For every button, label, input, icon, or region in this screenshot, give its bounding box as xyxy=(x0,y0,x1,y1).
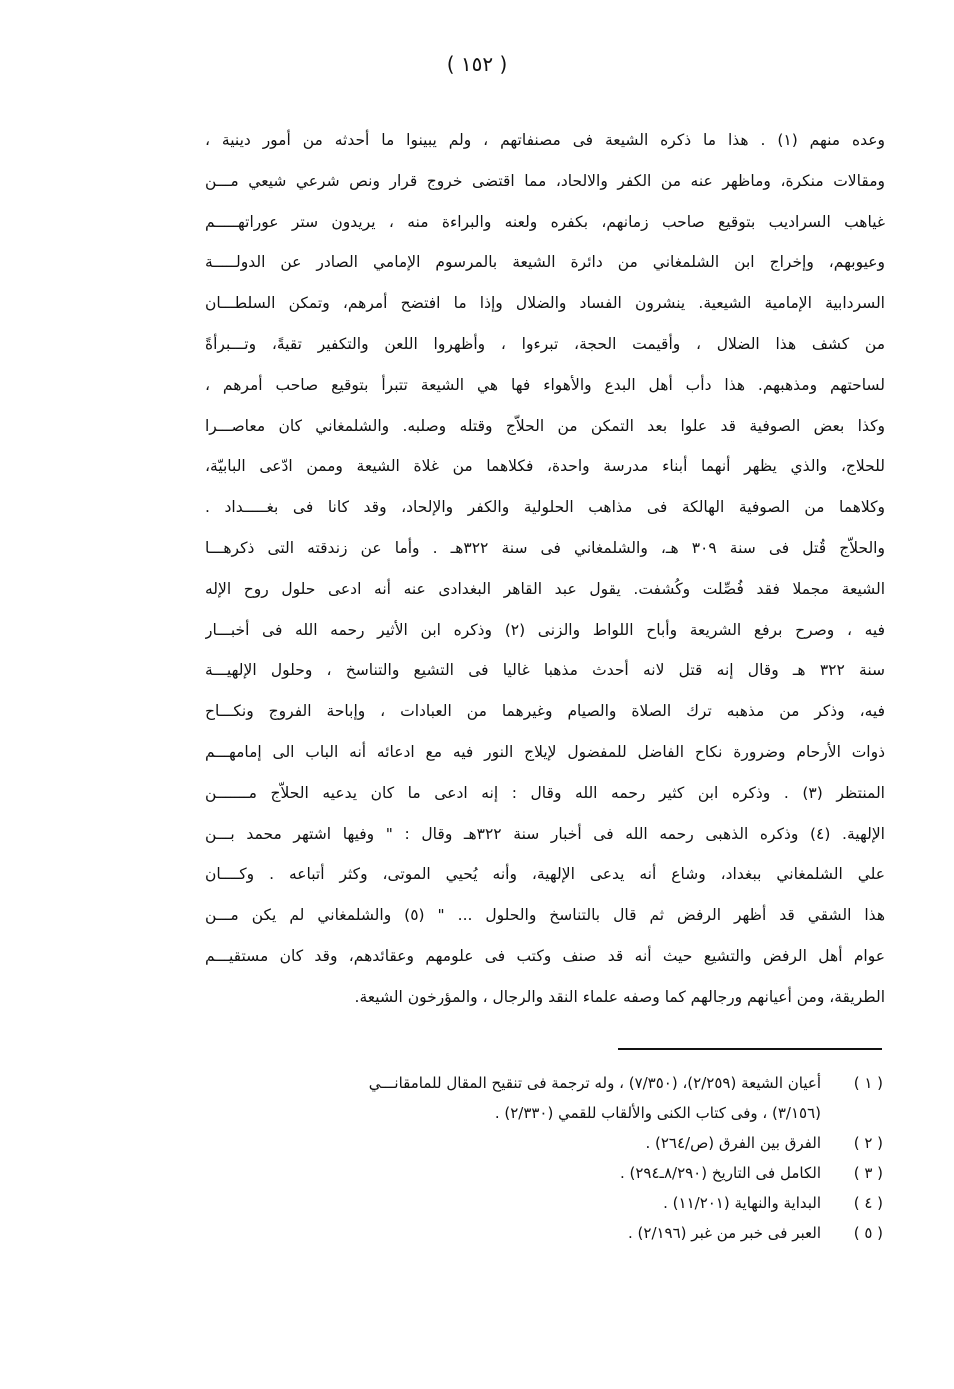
footnote-text xyxy=(220,1068,821,1128)
body-line: السردابية الإمامية الشيعية. ينشرون الفساد والضلال وإذا ما افتضح أمرهم، وتمكن السلطـــان xyxy=(205,294,885,313)
body-line: سنة ٣٢٢ هـ وقال إنه قتل لانه أحدث مذهبا غاليا فى التشيع والتناسخ ، وحلول الإلهيـــة xyxy=(205,661,885,680)
footnote-number: ( ٣ ) xyxy=(853,1164,883,1182)
body-line: عوام أهل الرفض والتشيع حيث أنه قد صنف وكتب فى علومهم وعقائدهم، وقد كان مستقيـــم xyxy=(205,946,885,965)
body-line: الشيعة مجملا فقد فُصِّلت وكُشفت. يقول عبد القاهر البغدادى عنه أنه ادعى حلول روح الإله xyxy=(205,579,885,598)
footnote-line: أعيان الشيعة (٢/٢٥٩)، (٧/٣٥٠) ، وله ترجمة فى تنقيح المقال للمامقانـــي xyxy=(368,1074,821,1092)
footnote-number: ( ١ ) xyxy=(853,1074,883,1092)
footnote-text xyxy=(220,1188,821,1218)
footnote-text xyxy=(220,1158,821,1188)
footnote-text xyxy=(220,1218,821,1248)
footnote-number: ( ٤ ) xyxy=(853,1194,883,1212)
body-line: هذا الشقي قد أظهر الرفض ثم قال بالتناسخ والحلول ... " (٥) والشلمغاني لم يكن مـــن xyxy=(205,906,885,925)
body-line: وكلاهما من الصوفية الهالكة فى مذاهب الحلولية والكفر والإلحاد، وقد كانا فى بغـــــداد . xyxy=(205,498,885,517)
body-line: علي الشلمغاني ببغداد، وشاع أنه يدعى الإلهية، وأنه يُحيي الموتى، وكثر أتباعه . وكــــان xyxy=(205,865,885,884)
footnote-line: الفرق بين الفرق (ص/٢٦٤) . xyxy=(645,1134,821,1152)
footnote-number: ( ٥ ) xyxy=(853,1224,883,1242)
footnote-line: العبر فى خبر من غبر (٢/١٩٦) . xyxy=(628,1224,821,1242)
body-line: الطريقة، ومن أعيانهم ورجالهم كما وصفه علماء النقد والرجال ، والمؤرخون الشيعة. xyxy=(354,987,885,1006)
body-text xyxy=(205,120,885,1018)
body-line: غياهب السراديب بتوقيع صاحب زمانهم، بكفره ولعنه والبراءة منه ، يريدون ستر عوراتهـــــم xyxy=(205,212,885,231)
footnote xyxy=(220,1158,885,1188)
body-line: ذوات الأرحام وضرورة نكاح الفاضل للمفضول لإيلاج النور فيه مع ادعائه أنه الباب الى إمامهـــم xyxy=(205,742,885,761)
body-line: للحلاج، والذي يظهر أنهما أبناء مدرسة واحدة، فكلاهما من غلاة الشيعة وممن ادّعى البابيّة، xyxy=(205,457,885,476)
body-line: المنتظر (٣) . وذكره ابن كثير رحمه الله وقال : إنه ادعى ما كان يدعيه الحلاّج مـــــــن xyxy=(205,783,885,802)
footnote-line: الكامل فى التاريخ (٨/٢٩٠ـ٢٩٤) . xyxy=(619,1164,821,1182)
footnote xyxy=(220,1128,885,1158)
body-line: لساحتهم ومذهبهم. هذا دأب أهل البدع والأهواء فها هي الشيعة تتبرأ بتوقيع صاحب أمرهم ، xyxy=(205,375,885,394)
body-line: من كشف هذا الضلال ، وأقيمت الحجة، تبرءوا ، وأظهروا اللعن والتكفير تقيةً، وتـــبرأةً xyxy=(205,334,885,353)
footnote-number: ( ٢ ) xyxy=(853,1134,883,1152)
footnote xyxy=(220,1068,885,1128)
footnote xyxy=(220,1188,885,1218)
body-line: فيه، وذكر من مذهبه ترك الصلاة والصيام وغيرهما من العبادات ، وإباحة الفروج ونكـــاح xyxy=(205,702,885,721)
footnote-text xyxy=(220,1128,821,1158)
footnote-line: (٣/١٥٦) ، وفى كتاب الكنى والألقاب للقمي (٢/٣٣٠) . xyxy=(494,1104,821,1122)
body-line: والحلاّج قُتل فى سنة ٣٠٩ هـ، والشلمغاني فى سنة ٣٢٢هـ . وأما عن زندقته التى ذكرهـــا xyxy=(205,538,885,557)
body-line: وكذا بعض الصوفية قد علوا بعد التمكن من الحلاّج وقتله وصلبه. والشلمغاني كان معاصـــرا xyxy=(205,416,885,435)
footnotes xyxy=(220,1068,885,1248)
page-number: ( ١٥٢ ) xyxy=(446,52,508,76)
body-line: وعده منهم (١) . هذا ما ذكره الشيعة فى مصنفاتهم ، ولم يبينوا ما أحدثه من أمور دينية ، xyxy=(205,131,885,149)
body-line: الإلهية. (٤) وذكره الذهبى رحمه الله فى أخبار سنة ٣٢٢هـ وقال : " وفيها اشتهر محمد بـــن xyxy=(205,824,885,843)
body-line: فيه ، وصرح برفع الشريعة وأباح اللواط والزنى (٢) وذكره ابن الأثير رحمه الله فى أخبـــار xyxy=(205,620,885,639)
footnote-divider xyxy=(618,1048,882,1050)
body-line: ومقالات منكرة، وماظهر عنه من الكفر والالحاد، مما اقتضى خروج قرار ونص شرعي شيعي مـــن xyxy=(205,171,885,190)
footnote-line: البداية والنهاية (١١/٢٠١) . xyxy=(663,1194,821,1212)
footnote xyxy=(220,1218,885,1248)
body-line: وعيوبهم، وإخراج ابن الشلمغاني من دائرة الشيعة بالمرسوم الإمامي الصادر عن الدولـــــة xyxy=(205,253,885,272)
